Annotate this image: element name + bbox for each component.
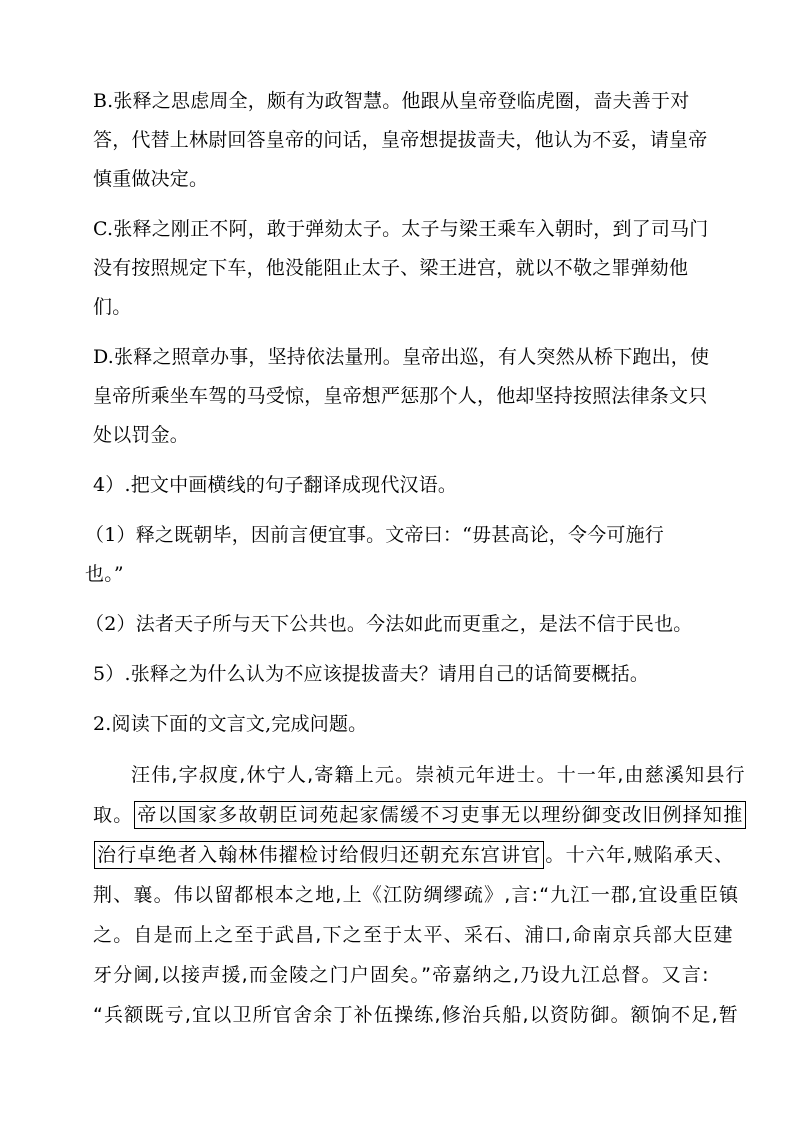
question-5-prompt: 5）.张释之为什么认为不应该提拔啬夫？请用自己的话简要概括。 — [93, 663, 650, 685]
option-b-line: B.张释之思虑周全，颇有为政智慧。他跟从皇帝登临虎圈，啬夫善于对 — [93, 90, 690, 112]
boxed-sentence: 帝以国家多故朝臣词苑起家儒缓不习吏事无以理纷御变改旧例择知推 — [134, 801, 746, 829]
passage-text: 。十六年,贼陷承天、 — [545, 844, 735, 866]
option-b-line: 答，代替上林尉回答皇帝的问话，皇帝想提拔啬夫，他认为不妥，请皇帝 — [93, 129, 708, 151]
option-b-line: 慎重做决定。 — [93, 168, 209, 190]
passage-line: 牙分阃,以接声援,而金陵之门户固矣。”帝嘉纳之,乃设九江总督。又言: — [93, 964, 710, 986]
option-d-line: 皇帝所乘坐车驾的马受惊，皇帝想严惩那个人，他却坚持按照法律条文只 — [93, 385, 708, 407]
question-4-item-1 — [85, 516, 697, 594]
boxed-sentence: 治行卓绝者入翰林伟擢检讨给假归还朝充东宫讲官 — [94, 841, 544, 869]
question-4-prompt: 4）.把文中画横线的句子翻译成现代汉语。 — [93, 474, 458, 496]
option-d — [93, 338, 710, 455]
passage-line: “兵额既亏,宜以卫所官舍余丁补伍操练,修治兵船,以资防御。额饷不足,暂 — [93, 1004, 740, 1026]
question-4-item-2: （2）法者天子所与天下公共也。今法如此而更重之，是法不信于民也。 — [85, 613, 693, 635]
passage-text: 取。 — [93, 804, 134, 826]
passage-line: 汪伟,字叔度,休宁人,寄籍上元。崇祯元年进士。十一年,由慈溪知县行 — [131, 764, 746, 786]
option-d-line: 处以罚金。 — [93, 424, 190, 446]
passage-line: 荆、襄。伟以留都根本之地,上《江防绸缪疏》,言:“九江一郡,宜设重臣镇 — [93, 884, 740, 906]
option-c-line: 们。 — [93, 296, 132, 318]
passage-line — [93, 835, 735, 875]
option-c-line: C.张释之刚正不阿，敢于弹劾太子。太子与梁王乘车入朝时，到了司马门 — [93, 218, 709, 240]
question-4-item-1-line: 也。” — [85, 563, 124, 585]
passage-line — [93, 795, 744, 835]
option-b — [93, 82, 708, 199]
passage-line: 之。自是而上之至于武昌,下之至于太平、采石、浦口,命南京兵部大臣建 — [93, 924, 734, 946]
document-page — [85, 82, 746, 1035]
classical-passage — [93, 755, 746, 1035]
option-c-line: 没有按照规定下车，他没能阻止太子、梁王进宫，就以不敬之罪弹劾他 — [93, 257, 689, 279]
question-4-item-1-line: （1）释之既朝毕，因前言便宜事。文帝曰：“毋甚高论，令今可施行 — [85, 524, 665, 546]
option-d-line: D.张释之照章办事，坚持依法量刑。皇帝出巡，有人突然从桥下跑出，使 — [93, 346, 710, 368]
section-2-heading: 2.阅读下面的文言文,完成问题。 — [93, 713, 368, 735]
option-c — [93, 210, 709, 327]
